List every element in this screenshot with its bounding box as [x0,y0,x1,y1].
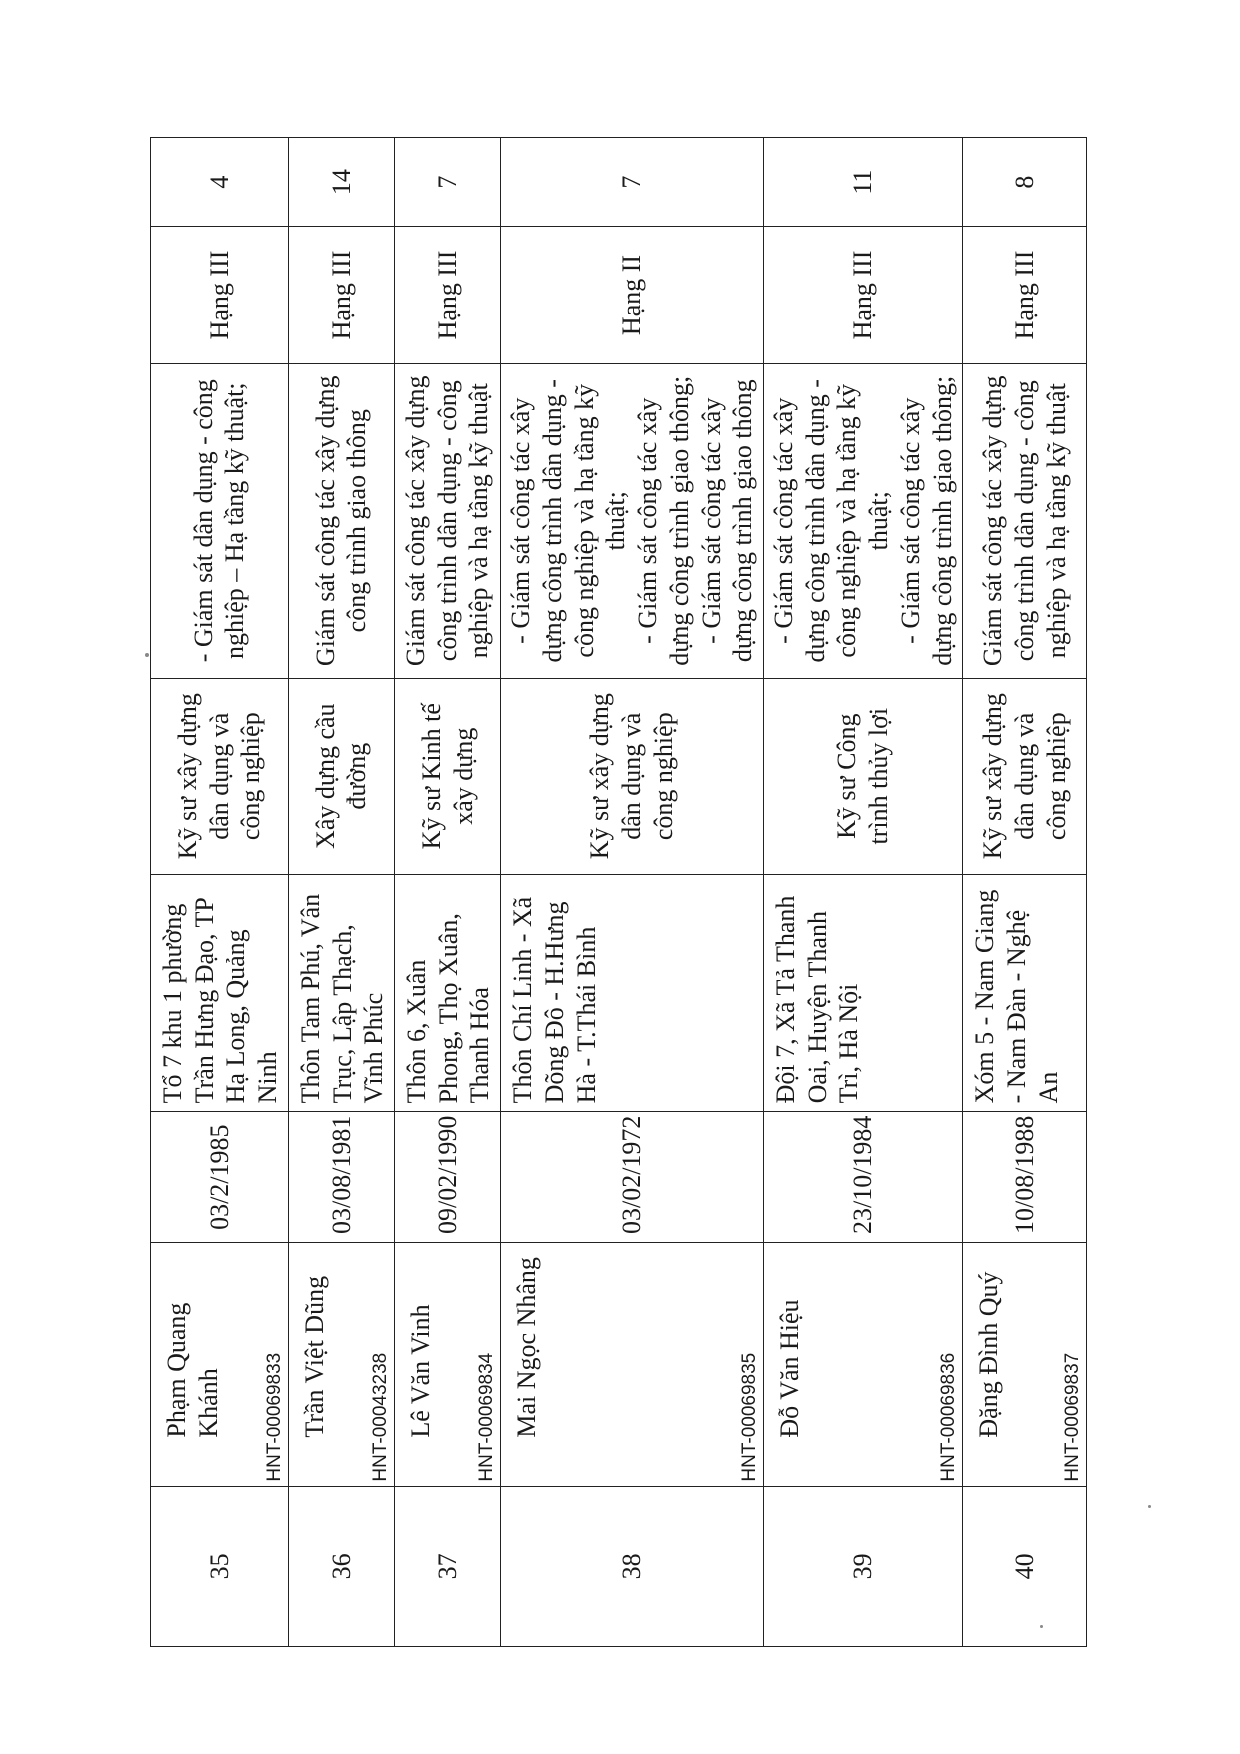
experience-years: 7 [501,138,764,227]
table-row [763,138,962,1647]
date-of-birth: 09/02/1990 [395,1112,501,1243]
practice-field [151,363,289,678]
field-item: - Giám sát công tác xây dựng công trình giao thông [696,379,758,663]
full-name: Phạm Quang Khánh [162,1302,223,1438]
degree: Kỹ sư xây dựng dân dụng và công nghiệp [501,678,764,874]
degree: Xây dựng cầu đường [288,678,394,874]
practice-field [501,363,764,678]
experience-years: 4 [151,138,289,227]
field-item: - Giám sát công tác xây dựng công trình giao thông; [633,375,694,666]
address: Thôn 6, Xuân Phong, Thọ Xuân, Thanh Hóa [395,874,501,1112]
grade: Hạng III [963,227,1087,364]
name-cell [963,1243,1087,1487]
date-of-birth: 10/08/1988 [963,1112,1087,1243]
degree: Kỹ sư xây dựng dân dụng và công nghiệp [963,678,1087,874]
practice-field [395,363,501,678]
full-name: Trần Việt Dũng [299,1275,329,1438]
field-item: Giám sát công tác xây dựng công trình giao thông [310,375,372,667]
experience-years: 11 [763,138,962,227]
experience-years: 8 [963,138,1087,227]
address: Tổ 7 khu 1 phường Trần Hưng Đạo, TP Hạ Long, Quảng Ninh [151,874,289,1112]
date-of-birth: 23/10/1984 [763,1112,962,1243]
certificate-code: HNT-00069837 [1062,1352,1084,1482]
table-row [963,138,1087,1647]
row-number: 35 [151,1486,289,1646]
table-row [151,138,289,1647]
certificate-code: HNT-00069834 [476,1352,498,1482]
table-row [501,138,764,1647]
field-item: Giám sát công tác xây dựng công trình dân dụng - công nghiệp và hạ tầng kỹ thuật [401,375,494,667]
row-number: 37 [395,1486,501,1646]
degree: Kỹ sư Công trình thủy lợi [763,678,962,874]
full-name: Đỗ Văn Hiệu [774,1299,804,1438]
name-cell [501,1243,764,1487]
degree: Kỹ sư xây dựng dân dụng và công nghiệp [151,678,289,874]
grade: Hạng III [395,227,501,364]
row-number: 36 [288,1486,394,1646]
row-number: 38 [501,1486,764,1646]
full-name: Lê Văn Vinh [406,1304,436,1438]
grade: Hạng II [501,227,764,364]
address: Thôn Chí Linh - Xã Dõng Đô - H.Hưng Hà - T.Thái Bình [501,874,764,1112]
grade: Hạng III [288,227,394,364]
row-number: 40 [963,1486,1087,1646]
field-item: - Giám sát dân dụng - công nghiệp – Hạ tầng kỹ thuật; [188,379,250,663]
date-of-birth: 03/08/1981 [288,1112,394,1243]
name-cell [763,1243,962,1487]
table-row [395,138,501,1647]
table-body [151,138,1087,1647]
practice-field [288,363,394,678]
experience-years: 7 [395,138,501,227]
date-of-birth: 03/02/1972 [501,1112,764,1243]
full-name: Đặng Đình Quý [974,1271,1004,1438]
practice-field [763,363,962,678]
field-item: - Giám sát công tác xây dựng công trình giao thông; [895,375,957,666]
address: Thôn Tam Phú, Vân Trục, Lập Thạch, Vĩnh Phúc [288,874,394,1112]
address: Xóm 5 - Nam Giang - Nam Đàn - Nghệ An [963,874,1087,1112]
table-row [288,138,394,1647]
experience-years: 14 [288,138,394,227]
degree: Kỹ sư Kinh tế xây dựng [395,678,501,874]
date-of-birth: 03/2/1985 [151,1112,289,1243]
practice-field [963,363,1087,678]
full-name: Mai Ngọc Nhâng [512,1257,542,1438]
row-number: 39 [763,1486,962,1646]
field-item: - Giám sát công tác xây dựng công trình dân dụng - công nghiệp và hạ tầng kỹ thuật; [768,379,894,663]
field-item: - Giám sát công tác xây dựng công trình dân dụng - công nghiệp và hạ tầng kỹ thuật; [506,379,631,663]
grade: Hạng III [763,227,962,364]
certificate-code: HNT-00069836 [938,1352,960,1482]
field-item: Giám sát công tác xây dựng công trình dân dụng - công nghiệp và hạ tầng kỹ thuật [978,375,1071,667]
name-cell [395,1243,501,1487]
certificate-code: HNT-00069835 [738,1352,760,1482]
certificate-code: HNT-00069833 [263,1352,285,1482]
scan-speck [1040,1625,1043,1628]
certificate-code: HNT-00043238 [369,1352,391,1482]
rotated-page [150,137,1084,1647]
address: Đội 7, Xã Tả Thanh Oai, Huyện Thanh Trì, Hà Nội [763,874,962,1112]
scan-speck [145,653,149,657]
practitioner-table [150,137,1087,1647]
scan-speck [1148,1505,1151,1508]
name-cell [151,1243,289,1487]
name-cell [288,1243,394,1487]
grade: Hạng III [151,227,289,364]
